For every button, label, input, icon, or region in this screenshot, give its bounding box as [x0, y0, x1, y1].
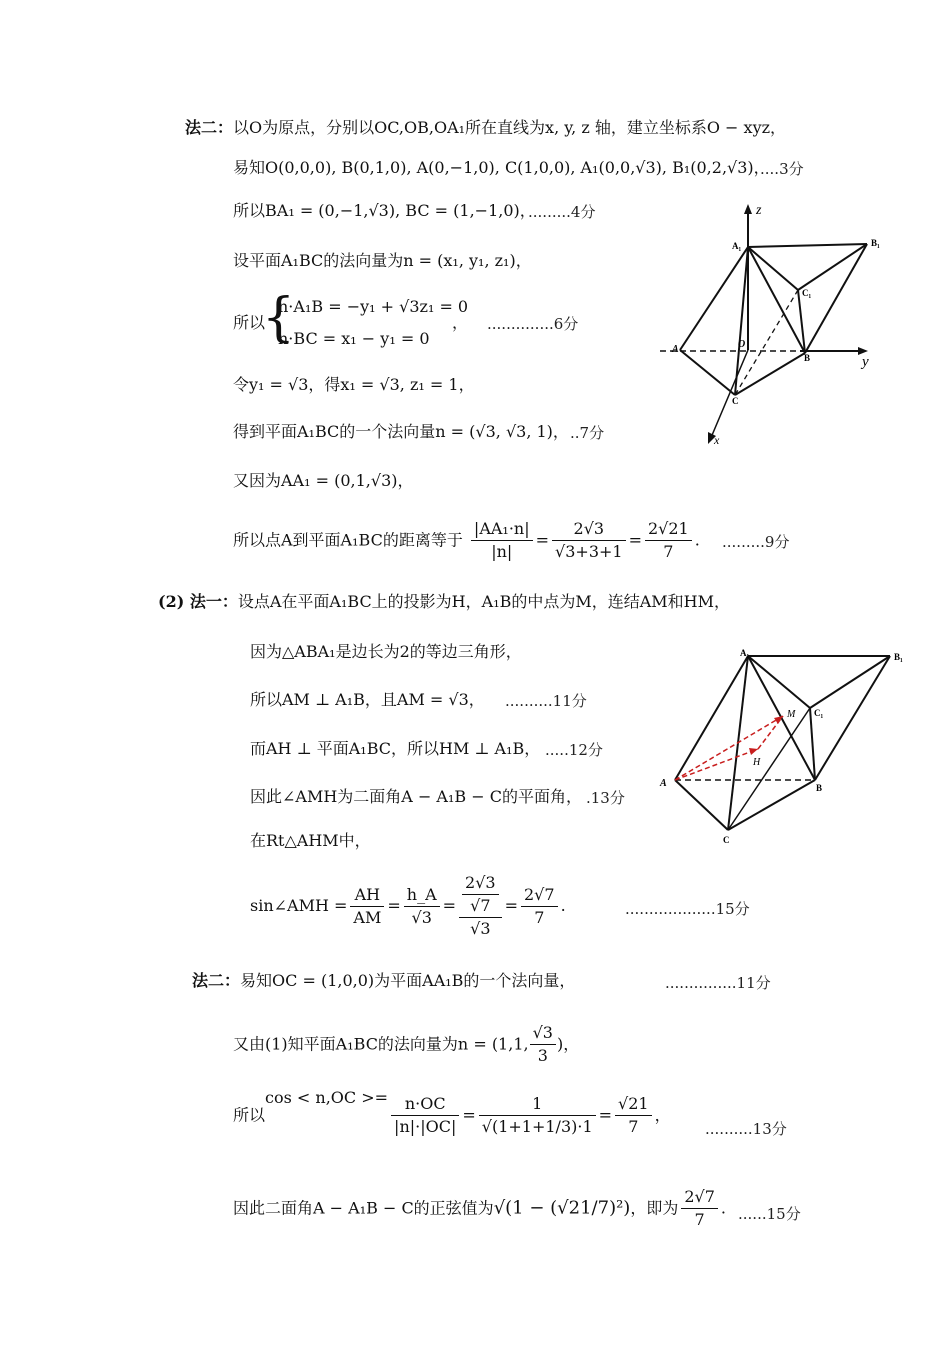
edge-a-c	[675, 780, 728, 830]
label-o: O	[738, 339, 746, 350]
score-11a: ..........11分	[505, 692, 587, 710]
label-z: z	[756, 203, 762, 218]
label-a: A	[660, 778, 667, 789]
cos-frac-1: $\frac{n\cdot OC}{|n|\cdot|OC|}$	[391, 1093, 459, 1138]
edge-a1-b1	[748, 244, 867, 247]
distance-frac-2: $\frac{2√3}{√3+3+1}$	[552, 518, 626, 563]
distance-frac-3: $\frac{2√21}{7}$	[645, 518, 692, 563]
score-12: .....12分	[545, 741, 603, 759]
part2-method1-line1: (2) 法一：设点A在平面A₁BC上的投影为H，A₁B的中点为M，连结AM和HM，	[158, 592, 731, 611]
z-arrow	[744, 204, 752, 214]
label-a1: A₁	[740, 648, 750, 658]
method2-line5-prefix: 所以	[233, 313, 266, 332]
part2-method2-heading: 法二：	[192, 971, 241, 990]
sin-frac-3: $\frac{\frac{2√3}{√7}}{√3}$	[459, 872, 502, 940]
method2-line2: 易知O(0,0,0), B(0,1,0), A(0,−1,0), C(1,0,0), A₁(0,0,√3), B₁(0,2,√3)，	[233, 158, 770, 177]
sin-frac-2: $\frac{h\_A}{√3}$	[404, 884, 440, 929]
label-b: B	[816, 783, 823, 793]
cos-frac-3: $\frac{√21}{7}$	[615, 1093, 652, 1138]
cos-frac-2: $\frac{1}{√(1+1+1/3)\cdot 1}$	[479, 1093, 596, 1138]
score-15a: ...................15分	[625, 900, 750, 918]
score-9: .........9分	[722, 533, 790, 551]
edge-b1-b	[815, 656, 890, 780]
score-6: ..............6分	[487, 315, 579, 333]
edge-a1-c	[735, 247, 748, 395]
sin-frac-4: $\frac{2√7}{7}$	[521, 884, 558, 929]
label-c1: C₁	[802, 288, 812, 298]
label-x: x	[714, 433, 720, 447]
x-axis	[710, 350, 748, 440]
figure-1-prism-coordinate	[650, 200, 890, 450]
sin-frac-1: $\frac{AH}{AM}$	[350, 884, 384, 929]
part2-method1-line2: 因为△ABA₁是边长为2的等边三角形，	[250, 642, 522, 661]
score-11b: ...............11分	[665, 974, 771, 992]
score-13a: .13分	[586, 789, 625, 807]
method2-line3: 所以BA₁ = (0,−1,√3), BC = (1,−1,0)，	[233, 201, 536, 220]
arrow-h	[749, 748, 758, 755]
part2-method2-line1: 法二：易知OC = (1,0,0)为平面AA₁B的一个法向量，	[192, 971, 576, 990]
equation-1: n·A₁B = −y₁ + √3z₁ = 0	[278, 297, 469, 316]
label-a: A	[672, 344, 679, 355]
equation-2: n·BC = x₁ − y₁ = 0	[278, 329, 430, 348]
part2-method1-line4: 而AH ⊥ 平面A₁BC，所以HM ⊥ A₁B，	[250, 739, 541, 758]
label-b: B	[804, 353, 811, 363]
system-comma: ，	[452, 313, 469, 332]
sine-root: √(1 − (√21/7)²)	[493, 1197, 631, 1219]
part2-method1-heading: (2) 法一：	[158, 592, 238, 611]
score-7: ..7分	[570, 424, 605, 442]
score-15b: ......15分	[738, 1205, 801, 1223]
label-b1: B₁	[871, 238, 880, 248]
distance-frac-1: $\frac{\text{|AA₁·n|}}{|n|}$	[471, 518, 533, 563]
label-m: M	[787, 709, 796, 720]
score-13b: ..........13分	[705, 1120, 787, 1138]
part2-method2-line4: 因此二面角A − A₁B − C的正弦值为√(1 − (√21/7)²)，即为 $\frac{2√7}{7}$ .	[233, 1187, 727, 1229]
score-3: ....3分	[760, 160, 804, 178]
edge-b1-c1	[798, 244, 867, 290]
edge-b1-c1	[810, 656, 890, 708]
method2-line8: 又因为AA₁ = (0,1,√3)，	[233, 471, 414, 490]
edge-c-b	[728, 780, 815, 830]
edge-c1-b	[810, 708, 815, 780]
edge-a1-a	[680, 247, 748, 350]
method2-line6: 令y₁ = √3，得x₁ = √3, z₁ = 1，	[233, 375, 475, 394]
system-brace: {	[262, 288, 296, 348]
edge-a1-b	[748, 247, 805, 353]
method2-heading: 法二：	[185, 118, 234, 137]
method2-line9: 所以点A到平面A₁BC的距离等于 $\frac{\text{|AA₁·n|}}{|n|}$ = $\frac{2√3}{√3+3+1}$ = $\frac{2√21}{7}$ .	[233, 519, 700, 561]
label-y: y	[862, 354, 869, 370]
part2-method2-line2: 又由(1)知平面A₁BC的法向量为n = (1,1, $\frac{√3}{3}$ )，	[233, 1023, 580, 1065]
label-c: C	[732, 396, 739, 406]
edge-a1-a	[675, 656, 748, 780]
method2-line7: 得到平面A₁BC的一个法向量n = (√3, √3, 1)，	[233, 422, 569, 441]
part2-method1-line6: 在Rt△AHM中，	[250, 831, 371, 850]
method2-line4: 设平面A₁BC的法向量为n = (x₁, y₁, z₁)，	[233, 251, 532, 270]
edge-a1-c1	[748, 247, 798, 290]
label-c1: C₁	[814, 708, 824, 718]
label-c: C	[723, 835, 730, 845]
segment-a-h	[675, 749, 758, 780]
edge-a1-c1	[748, 656, 810, 708]
normal-frac: $\frac{√3}{3}$	[530, 1022, 556, 1067]
sine-result-frac: $\frac{2√7}{7}$	[681, 1186, 718, 1231]
edge-a-c	[680, 350, 735, 395]
edge-c-b	[735, 353, 805, 395]
label-h: H	[753, 757, 761, 768]
part2-method1-line3: 所以AM ⊥ A₁B，且AM = √3，	[250, 690, 485, 709]
segment-a-m	[675, 716, 783, 780]
score-4: .........4分	[528, 203, 596, 221]
part2-method1-line5: 因此∠AMH为二面角A − A₁B − C的平面角，	[250, 787, 582, 806]
part2-method2-line3: 所以cos < n,OC >= $\frac{n\cdot OC}{|n|\cdot|OC|}$ = $\frac{1}{√(1+1+1/3)\cdot 1}$ = $\frac{√21}{7}$ ，	[233, 1088, 671, 1136]
sin-equation: sin∠AMH = $\frac{AH}{AM}$ = $\frac{h\_A}{√3}$ = $\frac{\frac{2√3}{√7}}{√3}$ = $\frac{2√7}{7}$ .	[250, 873, 566, 938]
figure-2-dihedral-angle	[650, 640, 920, 850]
method2-line1: 法二：以O为原点，分别以OC,OB,OA₁所在直线为x, y, z 轴，建立坐标系O − xyz，	[185, 118, 787, 137]
edge-b1-b	[805, 244, 867, 353]
label-b1: B₁	[894, 652, 903, 662]
label-a1: A₁	[732, 241, 742, 251]
